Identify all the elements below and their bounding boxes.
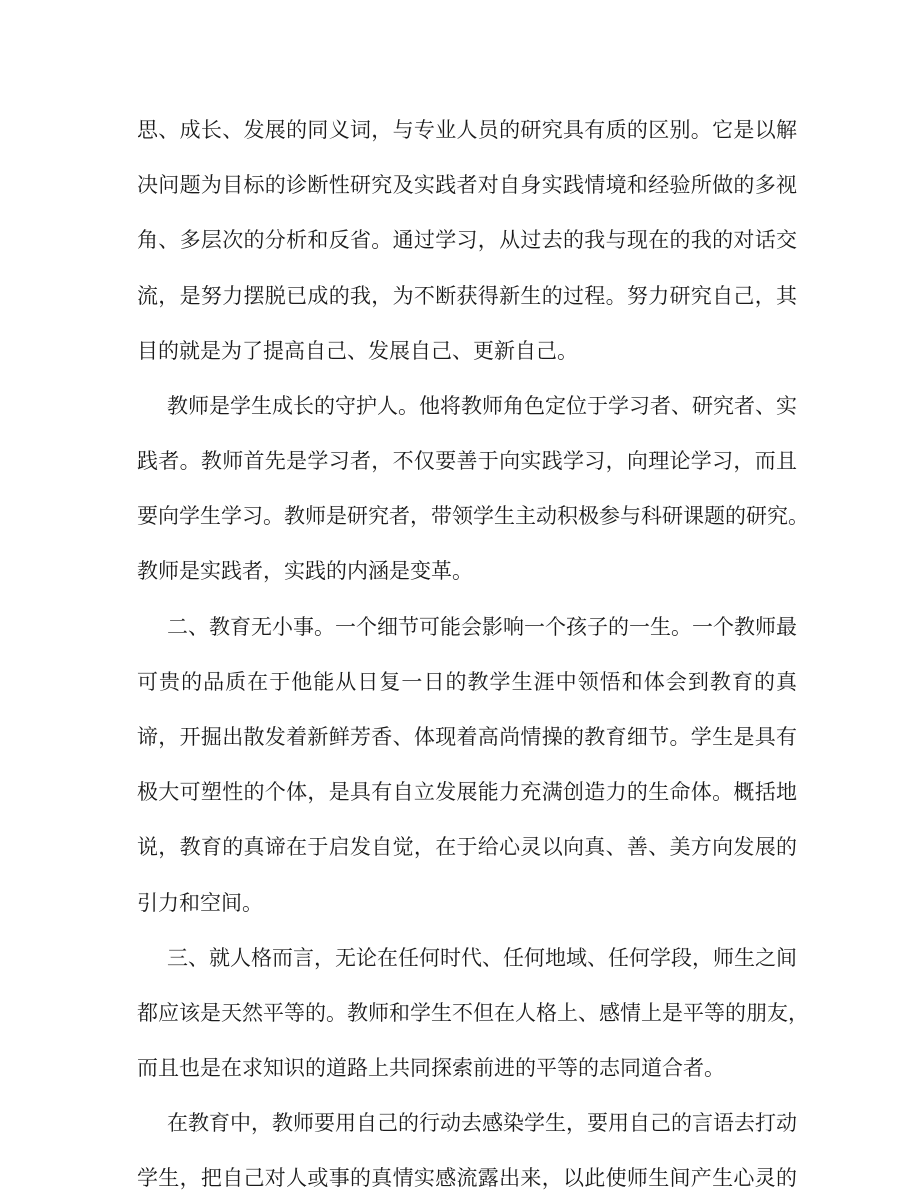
text-line: 目的就是为了提高自己、发展自己、更新自己。 [137, 339, 578, 363]
text-line: 教师是实践者，实践的内涵是变革。 [137, 559, 473, 583]
text-line: 都应该是天然平等的。教师和学生不但在人格上、感情上是平等的朋友， [137, 1001, 809, 1025]
text-line: 而且也是在求知识的道路上共同探索前进的平等的志同道合者。 [137, 1056, 725, 1080]
text-line: 流，是努力摆脱已成的我，为不断获得新生的过程。努力研究自己，其 [137, 284, 797, 308]
text-line: 要向学生学习。教师是研究者，带领学生主动积极参与科研课题的研究。 [137, 504, 809, 528]
text-line: 思、成长、发展的同义词，与专业人员的研究具有质的区别。它是以解 [137, 118, 797, 142]
text-line: 角、多层次的分析和反省。通过学习，从过去的我与现在的我的对话交 [137, 228, 797, 252]
text-line: 极大可塑性的个体，是具有自立发展能力充满创造力的生命体。概括地 [137, 780, 797, 804]
text-line: 学生，把自己对人或事的真情实感流露出来，以此使师生间产生心灵的 [137, 1166, 797, 1190]
text-line: 谛，开掘出散发着新鲜芳香、体现着高尚情操的教育细节。学生是具有 [137, 725, 797, 749]
text-line: 可贵的品质在于他能从日复一日的教学生涯中领悟和体会到教育的真 [137, 670, 797, 694]
text-line: 践者。教师首先是学习者，不仅要善于向实践学习，向理论学习，而且 [137, 449, 797, 473]
paragraph-start-line: 三、就人格而言，无论在任何时代、任何地域、任何学段，师生之间 [167, 946, 797, 970]
paragraph-start-line: 二、教育无小事。一个细节可能会影响一个孩子的一生。一个教师最 [167, 615, 797, 639]
text-line: 说，教育的真谛在于启发自觉，在于给心灵以向真、善、美方向发展的 [137, 835, 797, 859]
text-line: 引力和空间。 [137, 891, 263, 915]
paragraph-start-line: 教师是学生成长的守护人。他将教师角色定位于学习者、研究者、实 [167, 394, 797, 418]
paragraph-start-line: 在教育中，教师要用自己的行动去感染学生，要用自己的言语去打动 [167, 1111, 797, 1135]
text-line: 决问题为目标的诊断性研究及实践者对自身实践情境和经验所做的多视 [137, 173, 797, 197]
